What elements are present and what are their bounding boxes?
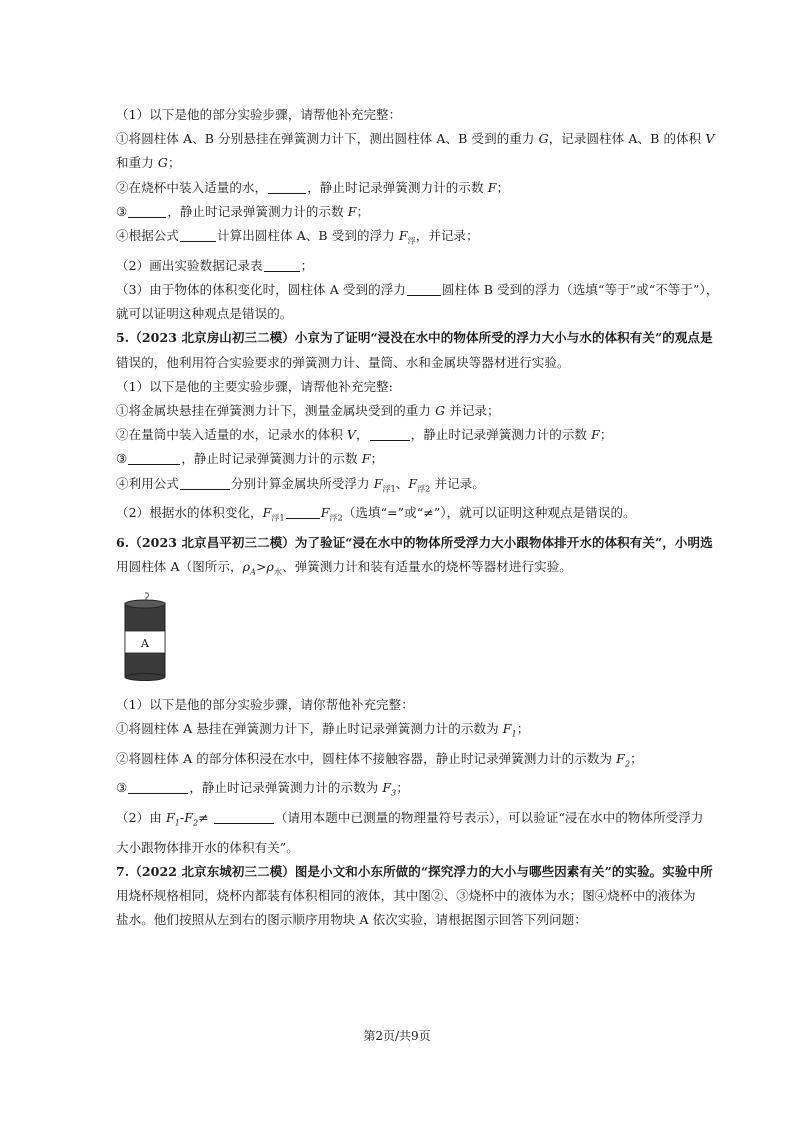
answer-blank[interactable] — [370, 427, 410, 441]
answer-blank[interactable] — [128, 780, 188, 794]
q5-step3: ③ ，静止时记录弹簧测力计的示数 F； — [116, 451, 384, 467]
q6-step1: ①将圆柱体 A 悬挂在弹簧测力计下，静止时记录弹簧测力计的示数为 $F_1$； — [116, 721, 530, 739]
q6-sub1: （1）以下是他的部分实验步骤，请你帮他补充完整： — [116, 696, 414, 712]
q4-sub3: （3）由于物体的体积变化时，圆柱体 A 受到的浮力 圆柱体 B 受到的浮力（选填“等于”或“不等于”）， — [116, 281, 719, 297]
q7-heading: 7.（2022 北京东城初三二模）图是小文和小东所做的“探究浮力的大小与哪些因素有关”的实验。实验中所 — [116, 864, 713, 880]
answer-blank[interactable] — [128, 451, 180, 465]
q5-sub2: （2）根据水的体积变化，$F_{浮1}$ $F_{浮2}$（选填“=”或“≠”），就可以证明这种观点是错误的。 — [116, 505, 636, 523]
q7-heading-cont2: 盐水。他们按照从左到右的图示顺序用物块 A 依次实验，请根据图示回答下列问题： — [116, 912, 587, 928]
q4-step4: ④根据公式 计算出圆柱体 A、B 受到的浮力 $F_浮$，并记录； — [116, 228, 479, 246]
q4-sub2: （2）画出实验数据记录表 ； — [116, 257, 314, 273]
q5-step1: ①将金属块悬挂在弹簧测力计下，测量金属块受到的重力 G 并记录； — [116, 402, 500, 418]
cylinder-label: A — [141, 636, 149, 650]
answer-blank[interactable] — [264, 258, 300, 272]
answer-blank[interactable] — [268, 180, 306, 194]
q4-step2: ②在烧杯中装入适量的水， ，静止时记录弹簧测力计的示数 F； — [116, 179, 510, 195]
q4-sub1: （1）以下是他的部分实验步骤，请帮他补充完整： — [116, 107, 402, 122]
q6-step2: ②将圆柱体 A 的部分体积浸在水中，圆柱体不接触容器，静止时记录弹簧测力计的示数为 $F_2$； — [116, 750, 643, 769]
q5-heading: 5.（2023 北京房山初三二模）小京为了证明“浸没在水中的物体所受的浮力大小与水的体积有关”的观点是 — [116, 330, 713, 346]
q6-sub2-cont: 大小跟物体排开水的体积有关”。 — [116, 839, 299, 855]
q4-step3: ③ ，静止时记录弹簧测力计的示数 F； — [116, 203, 370, 219]
q6-step3: ③ ，静止时记录弹簧测力计的示数为 $F_3$； — [116, 780, 409, 798]
q7-heading-cont: 用烧杯规格相同，烧杯内都装有体积相同的液体，其中图②、③烧杯中的液体为水；图④烧杯中的液体为 — [116, 888, 696, 904]
q6-heading: 6.（2023 北京昌平初三二模）为了验证“浸在水中的物体所受浮力大小跟物体排开水的体积有关”，小明选 — [116, 534, 713, 550]
answer-blank[interactable] — [180, 228, 216, 242]
page-content — [116, 103, 719, 933]
q6-sub2: （2）由 $F_1-F_2\ne$ （请用本题中已测量的物理量符号表示），可以验证“浸在水中的物体所受浮力 — [116, 810, 704, 828]
q5-step4: ④利用公式 分别计算金属块所受浮力 $F_{浮1}$、$F_{浮2}$ 并记录。 — [116, 475, 485, 494]
q5-heading-cont: 错误的，他利用符合实验要求的弹簧测力计、量筒、水和金属块等器材进行实验。 — [116, 354, 570, 370]
answer-blank[interactable] — [214, 810, 274, 824]
q6-heading-cont: 用圆柱体 A（图所示，$\rho_A>\rho_水$、弹簧测力计和装有适量水的烧杯等器材进行实验。 — [116, 559, 572, 577]
answer-blank[interactable] — [180, 476, 230, 490]
answer-blank[interactable] — [407, 282, 441, 296]
cylinder-a-figure — [116, 591, 176, 681]
answer-blank[interactable] — [286, 505, 320, 519]
q4-step1-cont: 和重力 G； — [116, 155, 181, 171]
q4-step1: ①将圆柱体 A、B 分别悬挂在弹簧测力计下，测出圆柱体 A、B 受到的重力 G，记录圆柱体 A、B 的体积 V — [116, 131, 715, 147]
answer-blank[interactable] — [128, 204, 166, 218]
q5-sub1: （1）以下是他的主要实验步骤，请帮他补充完整: — [116, 378, 393, 394]
q5-step2: ②在量筒中装入适量的水，记录水的体积 V， ，静止时记录弹簧测力计的示数 F； — [116, 427, 613, 443]
q4-sub3-cont: 就可以证明这种观点是错误的。 — [116, 306, 293, 322]
page-footer: 第2页/共9页 — [363, 1029, 431, 1043]
